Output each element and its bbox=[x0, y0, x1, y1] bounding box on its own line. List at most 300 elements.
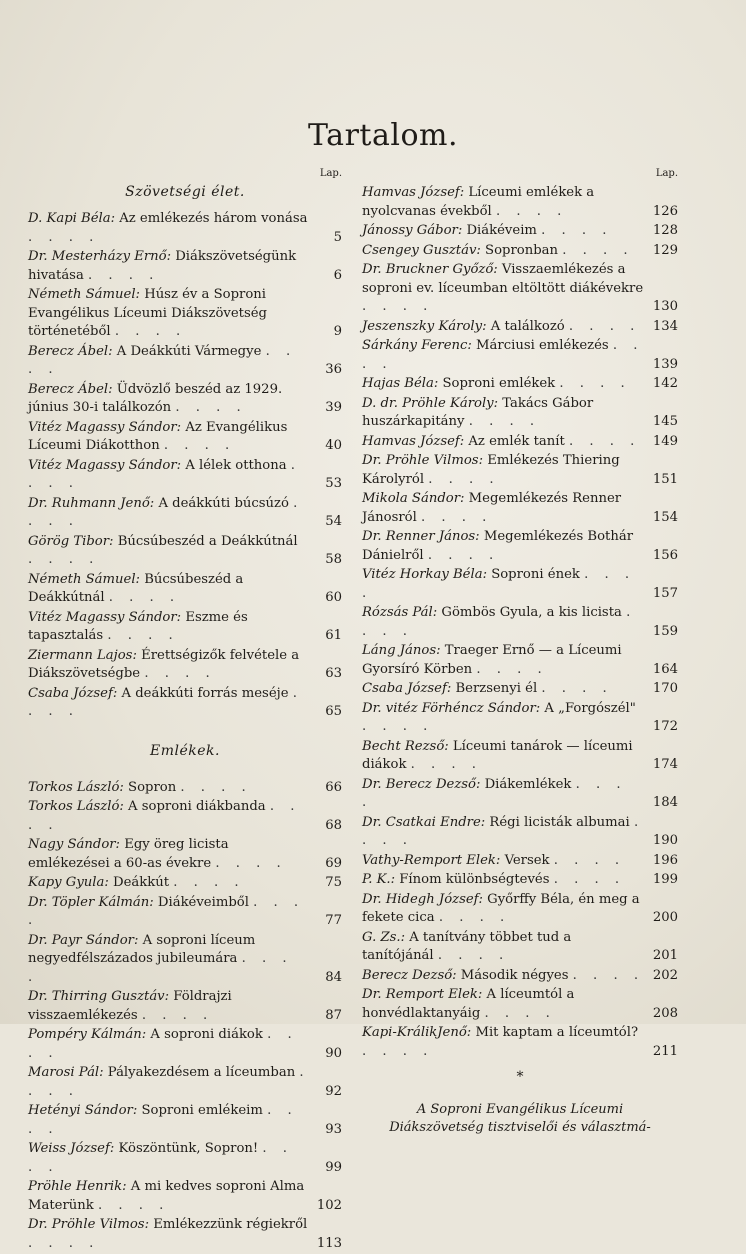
toc-title: A lélek otthona bbox=[181, 457, 291, 473]
toc-entry-text bbox=[362, 528, 646, 565]
toc-page-number: 36 bbox=[325, 362, 342, 377]
toc-page-number: 53 bbox=[325, 476, 342, 491]
toc-title: Emlékezés Thiering Károlyról bbox=[362, 453, 620, 487]
toc-title: Húsz év a Soproni Evangélikus Líceumi Diákszövetség történetéből bbox=[28, 287, 267, 339]
toc-author: Rózsás Pál: bbox=[362, 605, 438, 620]
toc-entry bbox=[28, 1064, 342, 1101]
toc-author: Nagy Sándor: bbox=[28, 837, 121, 852]
leader-dots: . . . . bbox=[553, 872, 626, 887]
toc-title: Sopronban bbox=[480, 242, 563, 258]
leader-dots: . . . . bbox=[28, 343, 297, 377]
toc-entry-text bbox=[28, 457, 310, 494]
toc-entry bbox=[28, 874, 342, 893]
toc-title: Az emlék tanít bbox=[464, 433, 569, 449]
toc-page-number: 66 bbox=[325, 779, 342, 795]
toc-entry-text bbox=[28, 1216, 310, 1253]
toc-author: Berecz Ábel: bbox=[28, 381, 113, 397]
toc-entry bbox=[28, 798, 342, 835]
leader-dots: . . . . bbox=[28, 799, 301, 833]
toc-page-number: 69 bbox=[325, 855, 342, 871]
toc-title: Emlékezzünk régiekről bbox=[149, 1217, 308, 1232]
toc-entry bbox=[362, 967, 678, 986]
leader-dots: . . . . bbox=[476, 661, 548, 677]
toc-author: Dr. Remport Elek: bbox=[362, 987, 483, 1002]
toc-page-number: 172 bbox=[652, 719, 678, 734]
toc-author: Görög Tibor: bbox=[28, 533, 114, 549]
toc-entry-text bbox=[362, 242, 646, 261]
leader-dots: . . . . bbox=[173, 875, 245, 890]
toc-title: A tanítvány többet tud a tanítójánál bbox=[362, 929, 572, 963]
toc-entry-text bbox=[28, 1064, 310, 1101]
toc-page-number: 39 bbox=[325, 400, 342, 415]
toc-page-number: 54 bbox=[325, 514, 342, 529]
toc-entry bbox=[362, 604, 678, 641]
toc-author: Marosi Pál: bbox=[28, 1065, 104, 1080]
leader-dots: . . . . bbox=[562, 242, 634, 258]
toc-entry bbox=[362, 375, 678, 394]
leader-dots: . . . . bbox=[362, 776, 627, 810]
toc-author: Jánossy Gábor: bbox=[362, 223, 463, 238]
toc-title: A deákkúti forrás meséje bbox=[117, 685, 293, 701]
toc-entry-text bbox=[362, 642, 646, 679]
toc-author: Vitéz Horkay Béla: bbox=[362, 567, 488, 582]
toc-title: Búcsúbeszéd a Deákkútnál bbox=[113, 533, 298, 549]
toc-entry-text bbox=[28, 419, 310, 456]
toc-page-number: 208 bbox=[652, 1005, 678, 1021]
leader-dots: . . . . bbox=[438, 910, 511, 925]
toc-title: Megemlékezés Bothár Dánielről bbox=[362, 529, 633, 563]
toc-author: Hamvas József: bbox=[362, 433, 465, 449]
toc-entry bbox=[362, 566, 678, 603]
leader-dots: . . . . bbox=[28, 685, 303, 719]
toc-entry-text bbox=[28, 1140, 310, 1177]
toc-entry-text bbox=[28, 343, 310, 380]
toc-entry bbox=[28, 533, 342, 570]
toc-entry-text bbox=[362, 490, 646, 527]
leader-dots: . . . . bbox=[495, 203, 568, 219]
toc-entry bbox=[362, 452, 678, 489]
toc-author: D. dr. Pröhle Károly: bbox=[362, 395, 499, 411]
toc-page-number: 77 bbox=[325, 913, 342, 928]
toc-title: Líceumi tanárok — líceumi diákok bbox=[362, 738, 633, 772]
toc-title: Diákéveim bbox=[462, 223, 542, 238]
toc-page-number: 75 bbox=[325, 875, 342, 890]
lap-label: Lap. bbox=[319, 168, 342, 179]
toc-title: Soproni emlékek bbox=[438, 376, 560, 391]
leader-dots: . . . . bbox=[28, 457, 301, 491]
leader-dots: . . . . bbox=[484, 1005, 556, 1021]
toc-author: Csaba József: bbox=[362, 681, 452, 696]
toc-author: Hetényi Sándor: bbox=[28, 1103, 138, 1118]
leader-dots: . . . . bbox=[28, 1103, 298, 1137]
toc-title: Régi licisták albumai bbox=[485, 814, 634, 830]
toc-title: Visszaemlékezés a soproni ev. líceumban eltöltött diákévekre bbox=[362, 262, 644, 296]
leader-dots: . . . . bbox=[428, 471, 500, 487]
toc-author: Vitéz Magassy Sándor: bbox=[28, 419, 182, 435]
toc-entry bbox=[28, 894, 342, 931]
toc-author: Dr. Töpler Kálmán: bbox=[28, 894, 154, 910]
toc-page-number: 128 bbox=[652, 223, 678, 238]
toc-title: Mit kaptam a líceumtól? bbox=[471, 1025, 639, 1040]
toc-entry bbox=[28, 457, 342, 494]
toc-title: Győrffy Béla, én meg a fekete cica bbox=[362, 891, 640, 925]
toc-entry-text bbox=[362, 337, 646, 374]
toc-entry-text bbox=[362, 776, 646, 813]
toc-entry-text bbox=[362, 738, 646, 775]
leader-dots: . . . . bbox=[175, 400, 247, 415]
toc-page-number: 129 bbox=[652, 242, 678, 258]
toc-entry-text bbox=[28, 495, 310, 532]
toc-entry bbox=[362, 395, 678, 432]
toc-title: A deákkúti búcsúzó bbox=[154, 495, 294, 511]
toc-entry bbox=[362, 776, 678, 813]
leader-dots: . . . . bbox=[28, 1235, 100, 1251]
toc-title: Traeger Ernő — a Líceumi Gyorsíró Körben bbox=[362, 643, 622, 677]
leader-dots: . . . . bbox=[437, 948, 510, 963]
toc-page-number: 5 bbox=[333, 229, 342, 245]
toc-author: Vathy-Remport Elek: bbox=[362, 852, 501, 868]
toc-entry bbox=[28, 1026, 342, 1063]
toc-author: Mikola Sándor: bbox=[362, 491, 465, 506]
toc-entry-text bbox=[28, 381, 310, 418]
toc-title: Érettségizők felvétele a Diákszövetségbe bbox=[28, 647, 300, 681]
toc-entry bbox=[28, 419, 342, 456]
toc-title: Soproni emlékeim bbox=[137, 1103, 268, 1118]
toc-entry bbox=[362, 929, 678, 966]
toc-entry-text bbox=[28, 286, 310, 342]
toc-title: Líceumi emlékek a nyolcvanas évekből bbox=[362, 185, 595, 219]
toc-entry-text bbox=[362, 222, 646, 241]
toc-list-right bbox=[362, 184, 678, 1061]
toc-entry-text bbox=[28, 798, 310, 835]
toc-title: Gömbös Gyula, a kis licista bbox=[437, 605, 627, 620]
toc-title: Pályakezdésem a líceumban bbox=[103, 1065, 300, 1080]
leader-dots: . . . . bbox=[144, 666, 216, 681]
toc-page-number: 126 bbox=[652, 203, 678, 219]
toc-entry bbox=[28, 685, 342, 722]
leader-dots: . . . . bbox=[141, 1007, 214, 1023]
toc-entry-text bbox=[362, 395, 646, 432]
leader-dots: . . . . bbox=[362, 299, 434, 314]
toc-title: Berzsenyi él bbox=[451, 681, 542, 696]
toc-author: Hamvas József: bbox=[362, 185, 465, 200]
toc-author: Csengey Gusztáv: bbox=[362, 242, 481, 258]
toc-author: Dr. Pröhle Vilmos: bbox=[362, 453, 484, 468]
toc-entry bbox=[28, 210, 342, 247]
toc-author: Torkos László: bbox=[28, 799, 124, 814]
leader-dots: . . . . bbox=[28, 1027, 298, 1061]
leader-dots: . . . . bbox=[107, 628, 179, 643]
toc-entry bbox=[362, 261, 678, 317]
leader-dots: . . . . bbox=[28, 229, 100, 245]
toc-page-number: 139 bbox=[652, 356, 678, 372]
toc-entry-text bbox=[28, 874, 310, 893]
toc-page-number: 134 bbox=[652, 318, 678, 334]
leader-dots: . . . . bbox=[568, 433, 641, 449]
toc-entry bbox=[362, 986, 678, 1023]
toc-author: P. K.: bbox=[362, 872, 396, 887]
toc-page-number: 87 bbox=[325, 1007, 342, 1023]
toc-author: Dr. Mesterházy Ernő: bbox=[28, 249, 172, 264]
toc-entry bbox=[362, 242, 678, 261]
toc-page-number: 154 bbox=[652, 509, 678, 525]
leader-dots: . . . . bbox=[468, 414, 541, 429]
toc-page-number: 102 bbox=[316, 1197, 342, 1213]
toc-page-number: 60 bbox=[325, 590, 342, 605]
toc-author: Németh Sámuel: bbox=[28, 571, 140, 587]
toc-author: Pompéry Kálmán: bbox=[28, 1027, 147, 1042]
leader-dots: . . . . bbox=[362, 338, 644, 372]
toc-author: Dr. Csatkai Endre: bbox=[362, 814, 486, 830]
toc-entry bbox=[28, 248, 342, 285]
toc-author: Hajas Béla: bbox=[362, 376, 439, 391]
toc-entry-text bbox=[362, 604, 646, 641]
leader-dots: . . . . bbox=[114, 324, 187, 339]
toc-title: Második négyes bbox=[456, 967, 573, 983]
leader-dots: . . . . bbox=[97, 1197, 170, 1213]
toc-entry-text bbox=[362, 814, 646, 851]
toc-entry-text bbox=[362, 318, 646, 337]
toc-author: Dr. Pröhle Vilmos: bbox=[28, 1217, 150, 1232]
toc-page-number: 40 bbox=[325, 438, 342, 453]
toc-author: Kapi-KrálikJenő: bbox=[362, 1025, 472, 1040]
toc-entry-text bbox=[362, 700, 646, 737]
toc-author: Dr. Thirring Gusztáv: bbox=[28, 989, 170, 1004]
toc-entry bbox=[362, 490, 678, 527]
toc-entry-text bbox=[28, 609, 310, 646]
toc-title: A „Forgószél" bbox=[540, 700, 636, 716]
leader-dots: . . . . bbox=[28, 552, 100, 567]
toc-author: Torkos László: bbox=[28, 779, 124, 795]
leader-dots: . . . . bbox=[541, 681, 613, 696]
toc-entry-text bbox=[28, 894, 310, 931]
toc-entry bbox=[362, 433, 678, 452]
right-column bbox=[362, 168, 678, 1137]
toc-entry bbox=[28, 1102, 342, 1139]
toc-title: Deákkút bbox=[108, 875, 174, 890]
toc-entry bbox=[28, 571, 342, 608]
toc-entry bbox=[362, 700, 678, 737]
toc-entry-text bbox=[362, 452, 646, 489]
leader-dots: . . . . bbox=[541, 223, 613, 238]
toc-page-number: 174 bbox=[652, 757, 678, 772]
toc-entry bbox=[362, 852, 678, 871]
toc-title: Márciusi emlékezés bbox=[471, 338, 613, 353]
toc-entry-text bbox=[28, 932, 310, 988]
toc-entry-text bbox=[28, 210, 310, 247]
toc-entry bbox=[28, 495, 342, 532]
toc-entry bbox=[28, 779, 342, 798]
toc-author: Berecz Dezső: bbox=[362, 967, 457, 983]
toc-entry-text bbox=[28, 779, 310, 798]
leader-dots: . . . . bbox=[28, 1141, 293, 1175]
toc-page-number: 190 bbox=[652, 833, 678, 848]
toc-author: Dr. Payr Sándor: bbox=[28, 932, 139, 948]
toc-entry bbox=[28, 1140, 342, 1177]
toc-author: G. Zs.: bbox=[362, 929, 406, 945]
toc-entry bbox=[362, 222, 678, 241]
toc-author: Láng János: bbox=[362, 643, 441, 658]
toc-entry-text bbox=[362, 433, 646, 452]
toc-title: Köszöntünk, Sopron! bbox=[114, 1141, 263, 1156]
toc-entry-text bbox=[28, 836, 310, 873]
toc-entry bbox=[362, 528, 678, 565]
toc-title: Megemlékezés Renner Jánosról bbox=[362, 491, 622, 525]
toc-entry bbox=[362, 642, 678, 679]
toc-page-number: 84 bbox=[325, 969, 342, 985]
toc-page-number: 142 bbox=[652, 376, 678, 391]
toc-page-number: 145 bbox=[652, 414, 678, 429]
toc-entry-text bbox=[362, 1024, 646, 1061]
toc-page-number: 58 bbox=[325, 552, 342, 567]
toc-author: Dr. Hidegh József: bbox=[362, 891, 483, 907]
toc-title: Eszme és tapasztalás bbox=[28, 609, 248, 643]
toc-page-number: 200 bbox=[652, 910, 678, 925]
toc-page-number: 211 bbox=[652, 1043, 678, 1059]
toc-author: Kapy Gyula: bbox=[28, 875, 109, 890]
leader-dots: . . . . bbox=[163, 438, 236, 453]
leader-dots: . . . . bbox=[421, 509, 493, 525]
toc-author: Pröhle Henrik: bbox=[28, 1179, 127, 1194]
toc-page-number: 61 bbox=[325, 628, 342, 643]
toc-page-number: 202 bbox=[652, 967, 678, 983]
toc-author: Dr. Ruhmann Jenő: bbox=[28, 495, 155, 511]
toc-entry-text bbox=[28, 685, 310, 722]
toc-list-emlekek bbox=[28, 779, 342, 1254]
leader-dots: . . . . bbox=[28, 495, 304, 529]
leader-dots: . . . . bbox=[362, 1043, 434, 1059]
toc-page-number: 6 bbox=[333, 267, 342, 283]
toc-author: Jeszenszky Károly: bbox=[362, 318, 487, 334]
leader-dots: . . . . bbox=[572, 967, 645, 983]
page-title: Tartalom. bbox=[308, 118, 458, 153]
toc-page-number: 199 bbox=[652, 872, 678, 887]
toc-page-number: 151 bbox=[652, 471, 678, 487]
toc-title: Üdvözlő beszéd az 1929. június 30-i találkozón bbox=[28, 381, 283, 415]
toc-entry-text bbox=[362, 871, 646, 890]
toc-entry bbox=[362, 337, 678, 374]
toc-entry bbox=[362, 814, 678, 851]
toc-entry-text bbox=[362, 967, 646, 986]
toc-entry bbox=[362, 891, 678, 928]
toc-author: Csaba József: bbox=[28, 685, 118, 701]
lap-label: Lap. bbox=[655, 168, 678, 179]
toc-entry-text bbox=[28, 1178, 310, 1215]
toc-title: Sopron bbox=[123, 779, 181, 795]
leader-dots: . . . . bbox=[362, 719, 434, 734]
toc-author: Németh Sámuel: bbox=[28, 287, 140, 302]
spacer bbox=[28, 200, 342, 210]
toc-page-number: 90 bbox=[325, 1045, 342, 1061]
toc-entry bbox=[362, 184, 678, 221]
left-column bbox=[28, 168, 342, 1254]
toc-entry-text bbox=[362, 852, 646, 871]
toc-entry bbox=[362, 318, 678, 337]
toc-entry-text bbox=[28, 647, 310, 684]
toc-entry bbox=[362, 680, 678, 699]
separator-star: * bbox=[516, 1069, 524, 1085]
toc-entry bbox=[28, 988, 342, 1025]
toc-author: Vitéz Magassy Sándor: bbox=[28, 457, 182, 473]
toc-entry bbox=[28, 381, 342, 418]
toc-entry bbox=[28, 343, 342, 380]
toc-entry-text bbox=[362, 680, 646, 699]
toc-entry bbox=[28, 1216, 342, 1253]
toc-author: Berecz Ábel: bbox=[28, 343, 113, 359]
leader-dots: . . . . bbox=[362, 814, 645, 848]
toc-author: Dr. vitéz Förhéncz Sándor: bbox=[362, 700, 541, 716]
toc-title: A líceumtól a honvédlaktanyáig bbox=[362, 987, 575, 1021]
toc-author: Weiss József: bbox=[28, 1141, 115, 1156]
toc-title: Földrajzi visszaemlékezés bbox=[28, 989, 232, 1023]
toc-title: Soproni ének bbox=[487, 567, 585, 582]
spacer bbox=[28, 723, 342, 743]
toc-page-number: 99 bbox=[325, 1159, 342, 1175]
toc-entry bbox=[28, 286, 342, 342]
toc-page-number: 159 bbox=[652, 623, 678, 639]
leader-dots: . . . . bbox=[215, 855, 287, 871]
toc-page-number: 156 bbox=[652, 547, 678, 563]
toc-page-number: 157 bbox=[652, 585, 678, 601]
leader-dots: . . . . bbox=[28, 894, 305, 928]
toc-page-number: 68 bbox=[325, 817, 342, 833]
toc-author: Ziermann Lajos: bbox=[28, 647, 137, 663]
toc-title: A mi kedves soproni Alma Materünk bbox=[28, 1179, 305, 1213]
toc-page-number: 93 bbox=[325, 1121, 342, 1137]
final-note: A Soproni Evangélikus Líceumi Diákszövetség tisztviselői és választmá- bbox=[389, 1102, 651, 1135]
leader-dots: . . . . bbox=[559, 376, 631, 391]
toc-entry bbox=[28, 1178, 342, 1215]
toc-title: Fínom különbségtevés bbox=[395, 872, 554, 887]
toc-entry bbox=[362, 738, 678, 775]
leader-dots: . . . . bbox=[410, 757, 482, 772]
toc-author: Vitéz Magassy Sándor: bbox=[28, 609, 182, 625]
toc-title: Diákéveimből bbox=[153, 894, 254, 910]
leader-dots: . . . . bbox=[362, 567, 636, 601]
toc-entry bbox=[28, 609, 342, 646]
toc-entry-text bbox=[362, 184, 646, 221]
toc-entry-text bbox=[362, 261, 646, 317]
toc-entry-text bbox=[362, 566, 646, 603]
leader-dots: . . . . bbox=[180, 779, 252, 795]
toc-entry bbox=[362, 1024, 678, 1061]
toc-entry-text bbox=[28, 1026, 310, 1063]
toc-author: Dr. Renner János: bbox=[362, 529, 480, 544]
toc-title: Egy öreg licista emlékezései a 60-as évekre bbox=[28, 837, 229, 871]
toc-list-szovetsegi bbox=[28, 210, 342, 722]
toc-entry bbox=[28, 836, 342, 873]
leader-dots: . . . . bbox=[108, 590, 181, 605]
leader-dots: . . . . bbox=[88, 267, 160, 283]
toc-entry-text bbox=[362, 891, 646, 928]
toc-page-number: 196 bbox=[652, 852, 678, 868]
toc-page-number: 65 bbox=[325, 704, 342, 719]
leader-dots: . . . . bbox=[553, 852, 626, 868]
leader-dots: . . . . bbox=[28, 951, 293, 985]
leader-dots: . . . . bbox=[568, 318, 641, 334]
toc-author: Dr. Bruckner Győző: bbox=[362, 262, 498, 277]
toc-author: D. Kapi Béla: bbox=[28, 211, 116, 226]
toc-author: Dr. Berecz Dezső: bbox=[362, 776, 481, 792]
toc-title: A soproni diákok bbox=[146, 1027, 268, 1042]
toc-page-number: 170 bbox=[652, 681, 678, 696]
toc-entry-text bbox=[28, 533, 310, 570]
toc-entry bbox=[28, 647, 342, 684]
leader-dots: . . . . bbox=[362, 605, 637, 639]
toc-title: Takács Gábor huszárkapitány bbox=[362, 395, 594, 429]
toc-title: Búcsúbeszéd a Deákkútnál bbox=[28, 571, 244, 605]
toc-title: Diákszövetségünk hivatása bbox=[28, 249, 297, 283]
